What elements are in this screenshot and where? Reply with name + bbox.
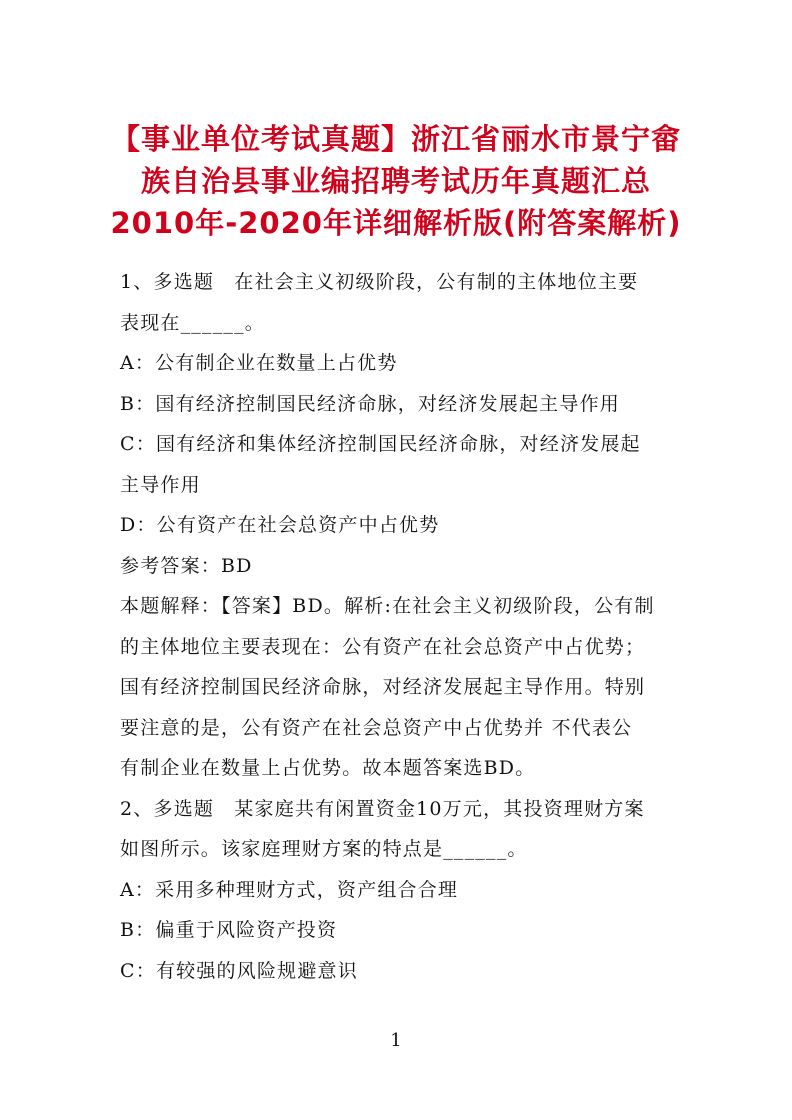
q2-option-a: A：采用多种理财方式，资产组合合理 (120, 878, 459, 901)
q1-answer: 参考答案：BD (120, 554, 253, 577)
q1-option-c-line-1: C：国有经济和集体经济控制国民经济命脉，对经济发展起 (120, 433, 641, 455)
page-number: 1 (390, 1030, 402, 1051)
q1-explanation-line-3: 国有经济控制国民经济命脉，对经济发展起主导作用。特别 (120, 676, 646, 698)
title-line-1: 【事业单位考试真题】浙江省丽水市景宁畲 (110, 122, 681, 156)
document-body (120, 262, 680, 991)
q1-stem-line-1: 1、多选题 在社会主义初级阶段，公有制的主体地位主要 (120, 271, 639, 293)
title-line-2: 族自治县事业编招聘考试历年真题汇总 (140, 164, 651, 198)
q1-explanation-line-2: 的主体地位主要表现在：公有资产在社会总资产中占优势； (120, 635, 646, 658)
q2-stem-line-2: 如图所示。该家庭理财方案的特点是______。 (120, 838, 528, 860)
q1-option-b: B：国有经济控制国民经济命脉，对经济发展起主导作用 (120, 392, 620, 415)
q2-option-b: B：偏重于风险资产投资 (120, 919, 338, 941)
q1-option-d: D：公有资产在社会总资产中占优势 (120, 514, 440, 536)
title-line-3: 2010年-2020年详细解析版(附答案解析) (110, 206, 682, 240)
q1-option-a: A：公有制企业在数量上占优势 (120, 352, 398, 374)
q1-option-c-line-2: 主导作用 (120, 473, 201, 496)
document-title (0, 118, 792, 244)
q1-explanation-line-1: 本题解释：【答案】BD。解析:在社会主义初级阶段，公有制 (120, 595, 655, 617)
q1-stem-line-2: 表现在______。 (120, 311, 266, 334)
q1-explanation-line-5: 有制企业在数量上占优势。故本题答案选BD。 (120, 757, 536, 779)
q1-explanation-line-4: 要注意的是，公有资产在社会总资产中占优势并 不代表公 (120, 716, 633, 739)
q2-option-c: C：有较强的风险规避意识 (120, 959, 358, 982)
q2-stem-line-1: 2、多选题 某家庭共有闲置资金10万元，其投资理财方案 (120, 797, 645, 820)
